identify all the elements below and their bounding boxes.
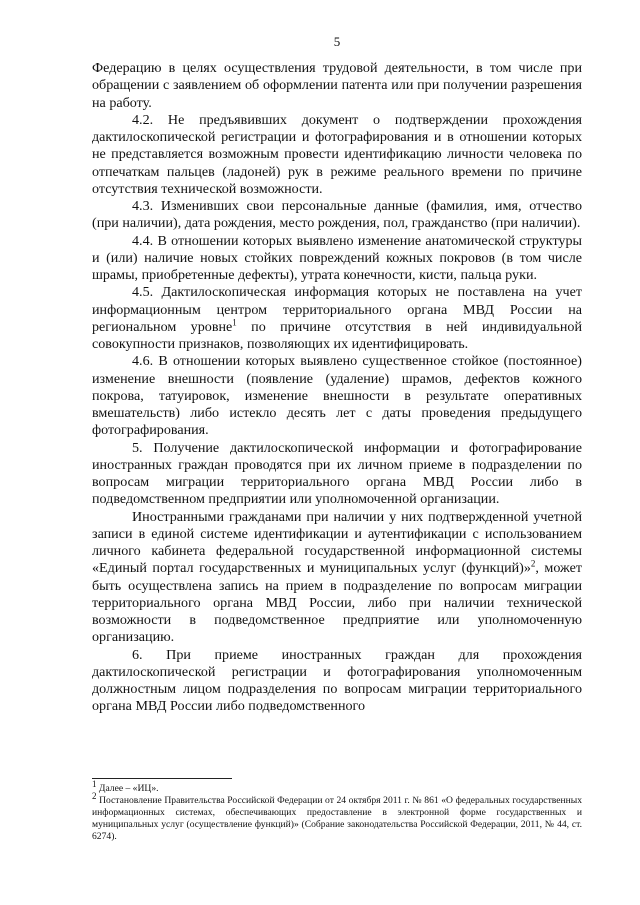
footnote-mark-2: 2 bbox=[92, 790, 97, 801]
footnote-mark-1: 1 bbox=[92, 778, 97, 789]
body-text bbox=[92, 60, 582, 716]
paragraph-4-2: 4.2. Не предъявивших документ о подтверждении прохождения дактилоскопической регистрации и фотографирования и в отношении которых не представляется возможным провести идентификацию личности человека по отпечаткам пальцев (ладоней) рук в режиме реального времени по причине отсутствия технической возможности. bbox=[92, 111, 582, 197]
page-number: 5 bbox=[333, 34, 341, 49]
paragraph-4-5-text-start: 4.5. Дактилоскопическая информация которых не поставлена на учет информационным центром территориального органа МВД России на региональном уровне bbox=[92, 284, 582, 335]
paragraph-5: 5. Получение дактилоскопической информации и фотографирование иностранных граждан проводятся при их личном приеме в подразделении по вопросам миграции территориального органа МВД России либо в подведомственном предприятии или уполномоченной организации. bbox=[92, 439, 582, 508]
footnotes bbox=[92, 778, 582, 843]
footnote-separator bbox=[92, 778, 232, 779]
paragraph-4-5 bbox=[92, 284, 582, 353]
paragraph-6: 6. При приеме иностранных граждан для прохождения дактилоскопической регистрации и фотографирования уполномоченным должностным лицом подразделения по вопросам миграции территориального органа МВД России либо подведомственного bbox=[92, 646, 582, 715]
footnote-2-text: Постановление Правительства Российской Федерации от 24 октября 2011 г. № 861 «О федеральных государственных информационных системах, обеспечивающих предоставление в электронной форме государственных и муниципальных услуг (осуществление функций)» (Собрание законодательства Российской Федерации, 2011, № 44, ст. 6274). bbox=[92, 795, 582, 842]
footnote-1 bbox=[92, 778, 582, 795]
paragraph-gosuslugi bbox=[92, 509, 582, 647]
footnote-ref-1: 1 bbox=[232, 317, 237, 328]
paragraph-gosuslugi-text-start: Иностранными гражданами при наличии у них подтвержденной учетной записи в единой системе идентификации и аутентификации с использованием личного кабинета федеральной государственной информационной системы «Единый портал государственных и муниципальных услуг (функций)» bbox=[92, 508, 582, 577]
paragraph-4-4: 4.4. В отношении которых выявлено изменение анатомической структуры и (или) наличие новых стойких повреждений кожных покровов (в том числе шрамы, приобретенные дефекты), утрата конечности, кисти, пальца руки. bbox=[92, 232, 582, 283]
paragraph-4-6: 4.6. В отношении которых выявлено существенное стойкое (постоянное) изменение внешности (появление (удаление) шрамов, дефектов кожного покрова, татуировок, изменение внешности в результате оперативных вмешательств) либо истекло десять лет с даты проведения предыдущего фотографирования. bbox=[92, 353, 582, 439]
paragraph-4-3: 4.3. Изменивших свои персональные данные (фамилия, имя, отчество (при наличии), дата рождения, место рождения, пол, гражданство (при наличии). bbox=[92, 198, 582, 232]
footnote-2 bbox=[92, 790, 582, 843]
paragraph-continuation: Федерацию в целях осуществления трудовой деятельности, в том числе при обращении с заявлением об оформлении патента или при получении разрешения на работу. bbox=[92, 60, 582, 111]
paragraph-gosuslugi-text-end: , может быть осуществлена запись на прием в подразделение по вопросам миграции территориального органа МВД России, либо при наличии технической возможности в подведомственное предприятие или уполномоченную организацию. bbox=[92, 560, 582, 646]
paragraph-4-5-text-end: по причине отсутствия в ней индивидуальной совокупности признаков, позволяющих их идентифицировать. bbox=[92, 318, 582, 352]
footnote-ref-2: 2 bbox=[530, 558, 536, 569]
footnote-1-text: Далее – «ИЦ». bbox=[96, 783, 159, 794]
